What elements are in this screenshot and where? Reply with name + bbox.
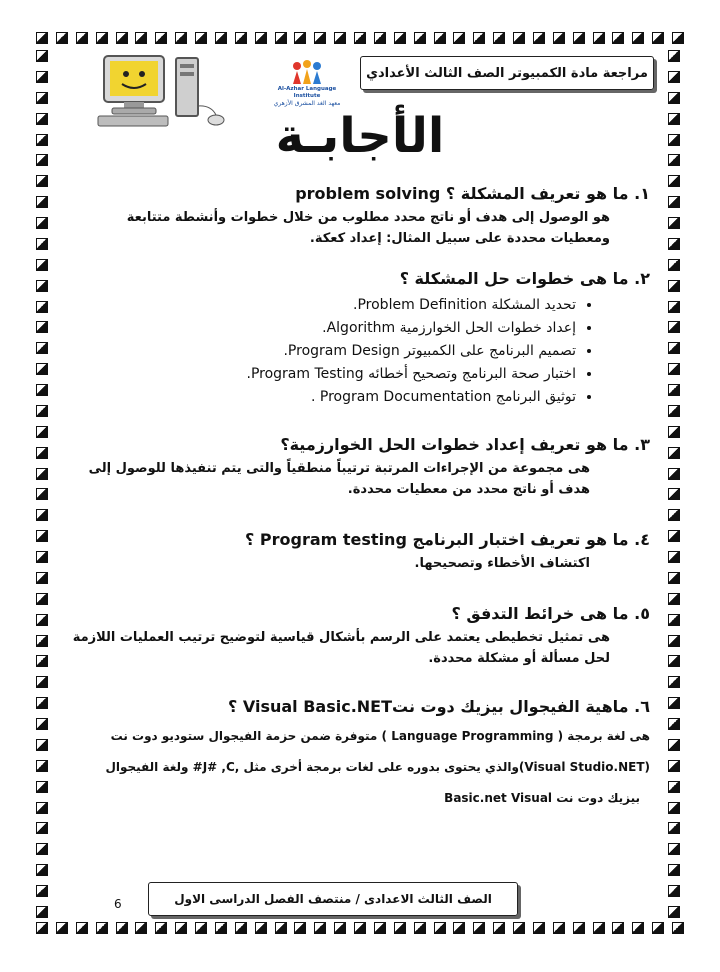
border-square <box>668 572 680 584</box>
border-square <box>36 614 48 626</box>
border-square <box>668 739 680 751</box>
border-square <box>668 697 680 709</box>
border-square <box>135 32 147 44</box>
border-square <box>668 134 680 146</box>
border-square <box>473 32 485 44</box>
border-square <box>255 32 267 44</box>
answers-content <box>70 176 650 809</box>
border-square <box>36 447 48 459</box>
border-square <box>668 760 680 772</box>
border-square <box>36 301 48 313</box>
question-text: ٥. ما هى خرائط التدفق ؟ <box>451 604 650 623</box>
answer-text: هو الوصول إلى هدف أو ناتج محدد مطلوب من خلال خطوات وأنشطة متتابعة ومعطيات محددة على سبيل المثال: إعداد كعكة. <box>126 210 610 246</box>
border-square <box>36 238 48 250</box>
border-square <box>668 405 680 417</box>
border-square <box>573 922 585 934</box>
border-square <box>668 906 680 918</box>
question-text: ٢. ما هى خطوات حل المشكلة ؟ <box>399 269 650 288</box>
border-square <box>668 530 680 542</box>
border-square <box>76 922 88 934</box>
border-square <box>668 384 680 396</box>
border-square <box>36 906 48 918</box>
border-square <box>155 922 167 934</box>
border-square <box>294 922 306 934</box>
border-square <box>36 864 48 876</box>
border-square <box>668 509 680 521</box>
border-square <box>668 238 680 250</box>
border-top <box>36 32 684 48</box>
border-square <box>36 718 48 730</box>
border-square <box>668 843 680 855</box>
border-square <box>668 822 680 834</box>
border-square <box>36 342 48 354</box>
border-square <box>374 922 386 934</box>
border-square <box>414 32 426 44</box>
border-square <box>56 922 68 934</box>
border-square <box>612 32 624 44</box>
border-square <box>672 922 684 934</box>
border-square <box>668 426 680 438</box>
border-square <box>354 32 366 44</box>
border-square <box>668 259 680 271</box>
border-square <box>36 321 48 333</box>
header-box <box>360 56 654 90</box>
border-square <box>668 781 680 793</box>
border-square <box>513 32 525 44</box>
border-square <box>36 781 48 793</box>
border-square <box>36 572 48 584</box>
answers-title: الأجابـة <box>275 108 445 164</box>
border-square <box>414 922 426 934</box>
border-square <box>394 922 406 934</box>
border-square <box>533 32 545 44</box>
border-square <box>668 71 680 83</box>
border-square <box>453 32 465 44</box>
border-square <box>668 113 680 125</box>
border-square <box>36 134 48 146</box>
border-square <box>453 922 465 934</box>
border-square <box>354 922 366 934</box>
list-item: • إعداد خطوات الحل الخوارزمية Algorithm. <box>70 317 576 340</box>
border-square <box>255 922 267 934</box>
border-square <box>668 280 680 292</box>
border-square <box>668 468 680 480</box>
footer-box <box>148 882 518 916</box>
institute-logo <box>272 58 342 107</box>
border-square <box>668 321 680 333</box>
border-square <box>668 196 680 208</box>
question-4 <box>70 530 650 574</box>
answer-line-3: بيزيك دوت نت Basic.net Visual <box>444 791 640 805</box>
border-square <box>275 32 287 44</box>
border-square <box>36 843 48 855</box>
border-square <box>668 551 680 563</box>
border-square <box>116 32 128 44</box>
border-square <box>394 32 406 44</box>
border-square <box>96 32 108 44</box>
border-square <box>235 922 247 934</box>
border-square <box>36 885 48 897</box>
border-square <box>553 922 565 934</box>
border-square <box>36 196 48 208</box>
border-square <box>36 922 48 934</box>
border-square <box>36 280 48 292</box>
border-square <box>76 32 88 44</box>
question-6 <box>70 697 650 809</box>
list-item: • توثيق البرنامج Program Documentation . <box>70 386 576 409</box>
border-square <box>668 92 680 104</box>
border-square <box>36 468 48 480</box>
border-square <box>593 922 605 934</box>
border-square <box>374 32 386 44</box>
question-text: ١. ما هو تعريف المشكلة ؟ problem solving <box>295 184 650 203</box>
border-square <box>36 217 48 229</box>
border-square <box>434 922 446 934</box>
border-square <box>668 676 680 688</box>
border-square <box>36 71 48 83</box>
border-square <box>668 154 680 166</box>
header-title: مراجعة مادة الكمبيوتر الصف الثالث الأعدادي <box>366 65 648 81</box>
border-square <box>668 885 680 897</box>
border-bottom <box>36 922 684 938</box>
border-square <box>668 217 680 229</box>
border-square <box>632 32 644 44</box>
border-square <box>573 32 585 44</box>
border-square <box>668 301 680 313</box>
border-square <box>668 342 680 354</box>
question-5 <box>70 604 650 669</box>
border-square <box>493 32 505 44</box>
border-square <box>36 363 48 375</box>
border-square <box>36 635 48 647</box>
border-square <box>294 32 306 44</box>
border-square <box>668 50 680 62</box>
border-square <box>533 922 545 934</box>
answer-line-2: (Visual Studio.NET)والذي يحتوى بدوره على لغات برمجة أخرى مثل ,J# ,C# ولغة الفيجوال <box>105 760 650 774</box>
border-square <box>36 697 48 709</box>
border-square <box>668 802 680 814</box>
border-square <box>36 426 48 438</box>
answer-text: هى مجموعة من الإجراءات المرتبة ترتيباً منطقياً والتى يتم تنفيذها للوصول إلى هدف أو ناتج محدد من معطيات محددة. <box>88 461 590 497</box>
border-square <box>36 113 48 125</box>
border-square <box>473 922 485 934</box>
list-item: • اختبار صحة البرنامج وتصحيح أخطائه Program Testing. <box>70 363 576 386</box>
question-text: ٦. ماهية الفيجوال بيزيك دوت نتVisual Basic.NET ؟ <box>228 697 650 716</box>
border-square <box>96 922 108 934</box>
border-square <box>36 50 48 62</box>
footer-text: الصف الثالث الاعدادى / منتصف الفصل الدراسى الاول <box>174 892 492 906</box>
page-number: 6 <box>114 897 122 911</box>
border-square <box>668 635 680 647</box>
border-square <box>668 175 680 187</box>
steps-list <box>70 294 594 409</box>
logo-name-en: Al-Azhar Language Institute <box>277 86 337 99</box>
border-square <box>36 551 48 563</box>
border-square <box>36 32 48 44</box>
border-square <box>56 32 68 44</box>
question-3 <box>70 435 650 500</box>
border-square <box>668 447 680 459</box>
border-square <box>36 802 48 814</box>
list-item: • تصميم البرنامج على الكمبيوتر Program Design. <box>70 340 576 363</box>
border-square <box>235 32 247 44</box>
border-square <box>36 384 48 396</box>
border-square <box>612 922 624 934</box>
border-square <box>632 922 644 934</box>
border-square <box>36 676 48 688</box>
question-text: ٤. ما هو تعريف اختبار البرنامج Program testing ؟ <box>245 530 650 549</box>
question-1 <box>70 184 650 249</box>
border-square <box>668 593 680 605</box>
border-square <box>36 405 48 417</box>
border-square <box>334 922 346 934</box>
border-square <box>116 922 128 934</box>
border-square <box>668 864 680 876</box>
border-square <box>36 488 48 500</box>
border-square <box>36 760 48 772</box>
border-square <box>593 32 605 44</box>
border-square <box>175 922 187 934</box>
family-logo-icon <box>287 58 327 86</box>
border-square <box>314 32 326 44</box>
border-right <box>668 50 684 918</box>
border-square <box>36 530 48 542</box>
border-square <box>668 718 680 730</box>
question-text: ٣. ما هو تعريف إعداد خطوات الحل الخوارزمية؟ <box>280 435 650 454</box>
border-square <box>195 922 207 934</box>
border-square <box>668 614 680 626</box>
border-square <box>513 922 525 934</box>
answer-line-1: هى لغة برمجة ( Language Programming ) متوفرة ضمن حزمة الفيجوال ستوديو دوت نت <box>110 729 650 743</box>
border-square <box>553 32 565 44</box>
border-square <box>314 922 326 934</box>
border-square <box>135 922 147 934</box>
border-square <box>36 259 48 271</box>
border-square <box>175 32 187 44</box>
border-square <box>36 822 48 834</box>
border-square <box>155 32 167 44</box>
border-square <box>36 739 48 751</box>
answer-text: اكتشاف الأخطاء وتصحيحها. <box>414 556 590 571</box>
border-square <box>275 922 287 934</box>
border-square <box>493 922 505 934</box>
border-square <box>36 593 48 605</box>
border-square <box>36 154 48 166</box>
border-square <box>36 175 48 187</box>
border-square <box>36 509 48 521</box>
border-square <box>36 92 48 104</box>
border-square <box>672 32 684 44</box>
border-square <box>668 488 680 500</box>
border-square <box>215 922 227 934</box>
border-square <box>652 32 664 44</box>
border-square <box>668 655 680 667</box>
border-square <box>334 32 346 44</box>
logo-name-ar: معهد الغد المشرق الأزهري <box>273 100 341 107</box>
border-square <box>195 32 207 44</box>
border-square <box>668 363 680 375</box>
border-square <box>215 32 227 44</box>
question-2 <box>70 269 650 409</box>
border-square <box>36 655 48 667</box>
list-item: • تحديد المشكلة Problem Definition. <box>70 294 576 317</box>
border-left <box>36 50 52 918</box>
border-square <box>652 922 664 934</box>
border-square <box>434 32 446 44</box>
answer-text: هى تمثيل تخطيطى يعتمد على الرسم بأشكال قياسية لتوضيح ترتيب العمليات اللازمة لحل مسألة أو مشكلة محددة. <box>72 630 610 666</box>
